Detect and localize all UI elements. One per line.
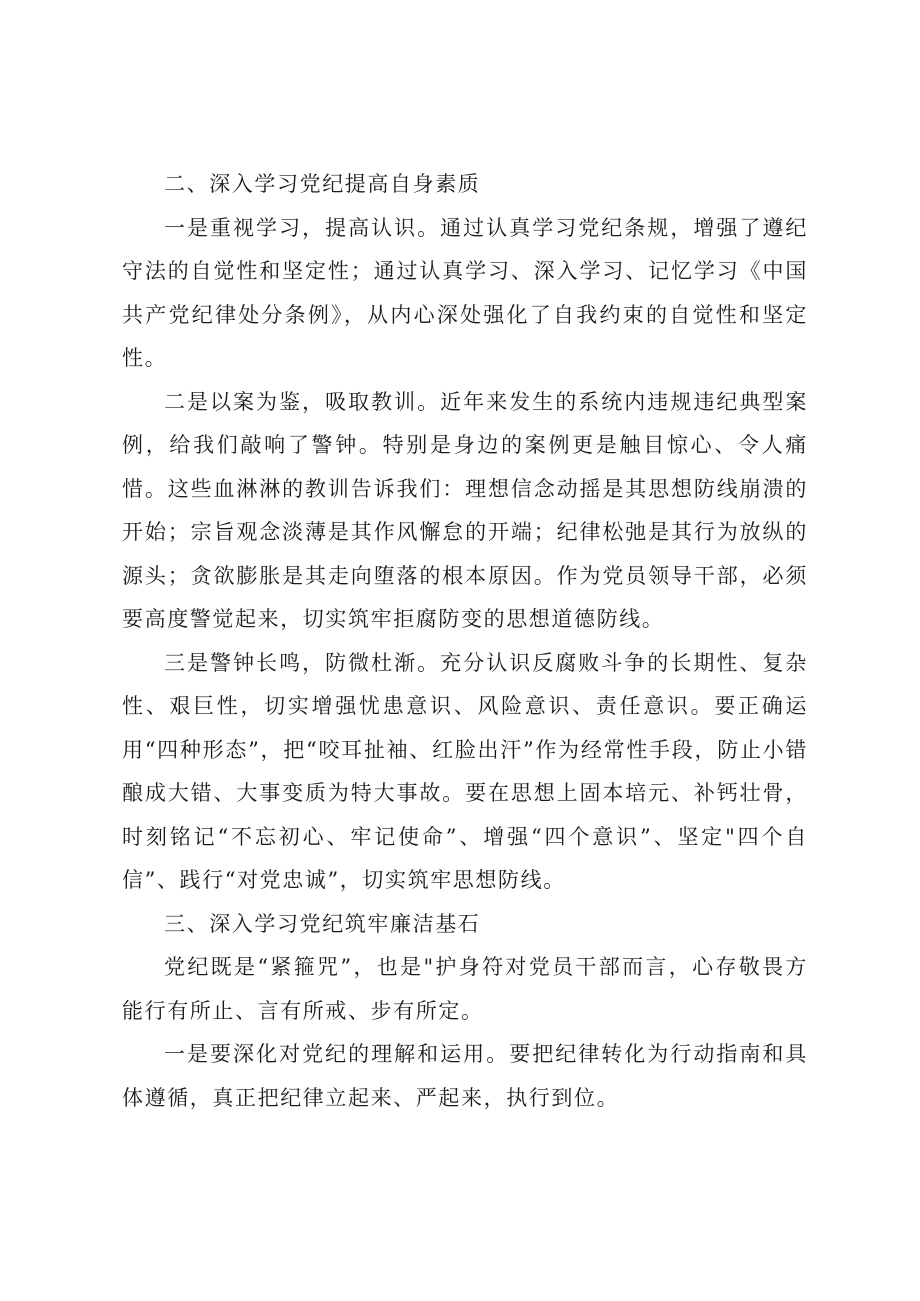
paragraph-4: 党纪既是“紧箍咒”，也是"护身符对党员干部而言，心存敬畏方能行有所止、言有所戒、步有所定。	[122, 955, 808, 1023]
paragraph-1: 一是重视学习，提高认识。通过认真学习党纪条规，增强了遵纪守法的自觉性和坚定性；通过认真学习、深入学习、记忆学习《中国共产党纪律处分条例》，从内心深处强化了自我约束的自觉性和坚定性。	[122, 215, 808, 370]
section-heading-2: 二、深入学习党纪提高自身素质	[164, 172, 481, 196]
document-body	[122, 163, 808, 1120]
paragraph-2: 二是以案为鉴，吸取教训。近年来发生的系统内违规违纪典型案例，给我们敲响了警钟。特别是身边的案例更是触目惊心、令人痛惜。这些血淋淋的教训告诉我们：理想信念动摇是其思想防线崩溃的开始；宗旨观念淡薄是其作风懈怠的开端；纪律松弛是其行为放纵的源头；贪欲膨胀是其走向堕落的根本原因。作为党员领导干部，必须要高度警觉起来，切实筑牢拒腐防变的思想道德防线。	[122, 389, 808, 631]
paragraph-5: 一是要深化对党纪的理解和运用。要把纪律转化为行动指南和具体遵循，真正把纪律立起来、严起来，执行到位。	[122, 1042, 808, 1110]
paragraph-3: 三是警钟长鸣，防微杜渐。充分认识反腐败斗争的长期性、复杂性、艰巨性，切实增强忧患意识、风险意识、责任意识。要正确运用“四种形态”，把“咬耳扯袖、红脸出汗”作为经常性手段，防止小错酿成大错、大事变质为特大事故。要在思想上固本培元、补钙壮骨，时刻铭记“不忘初心、牢记使命”、增强“四个意识”、坚定"四个自信”、践行“对党忠诚”，切实筑牢思想防线。	[122, 650, 808, 892]
section-heading-3: 三、深入学习党纪筑牢廉洁基石	[164, 911, 481, 936]
